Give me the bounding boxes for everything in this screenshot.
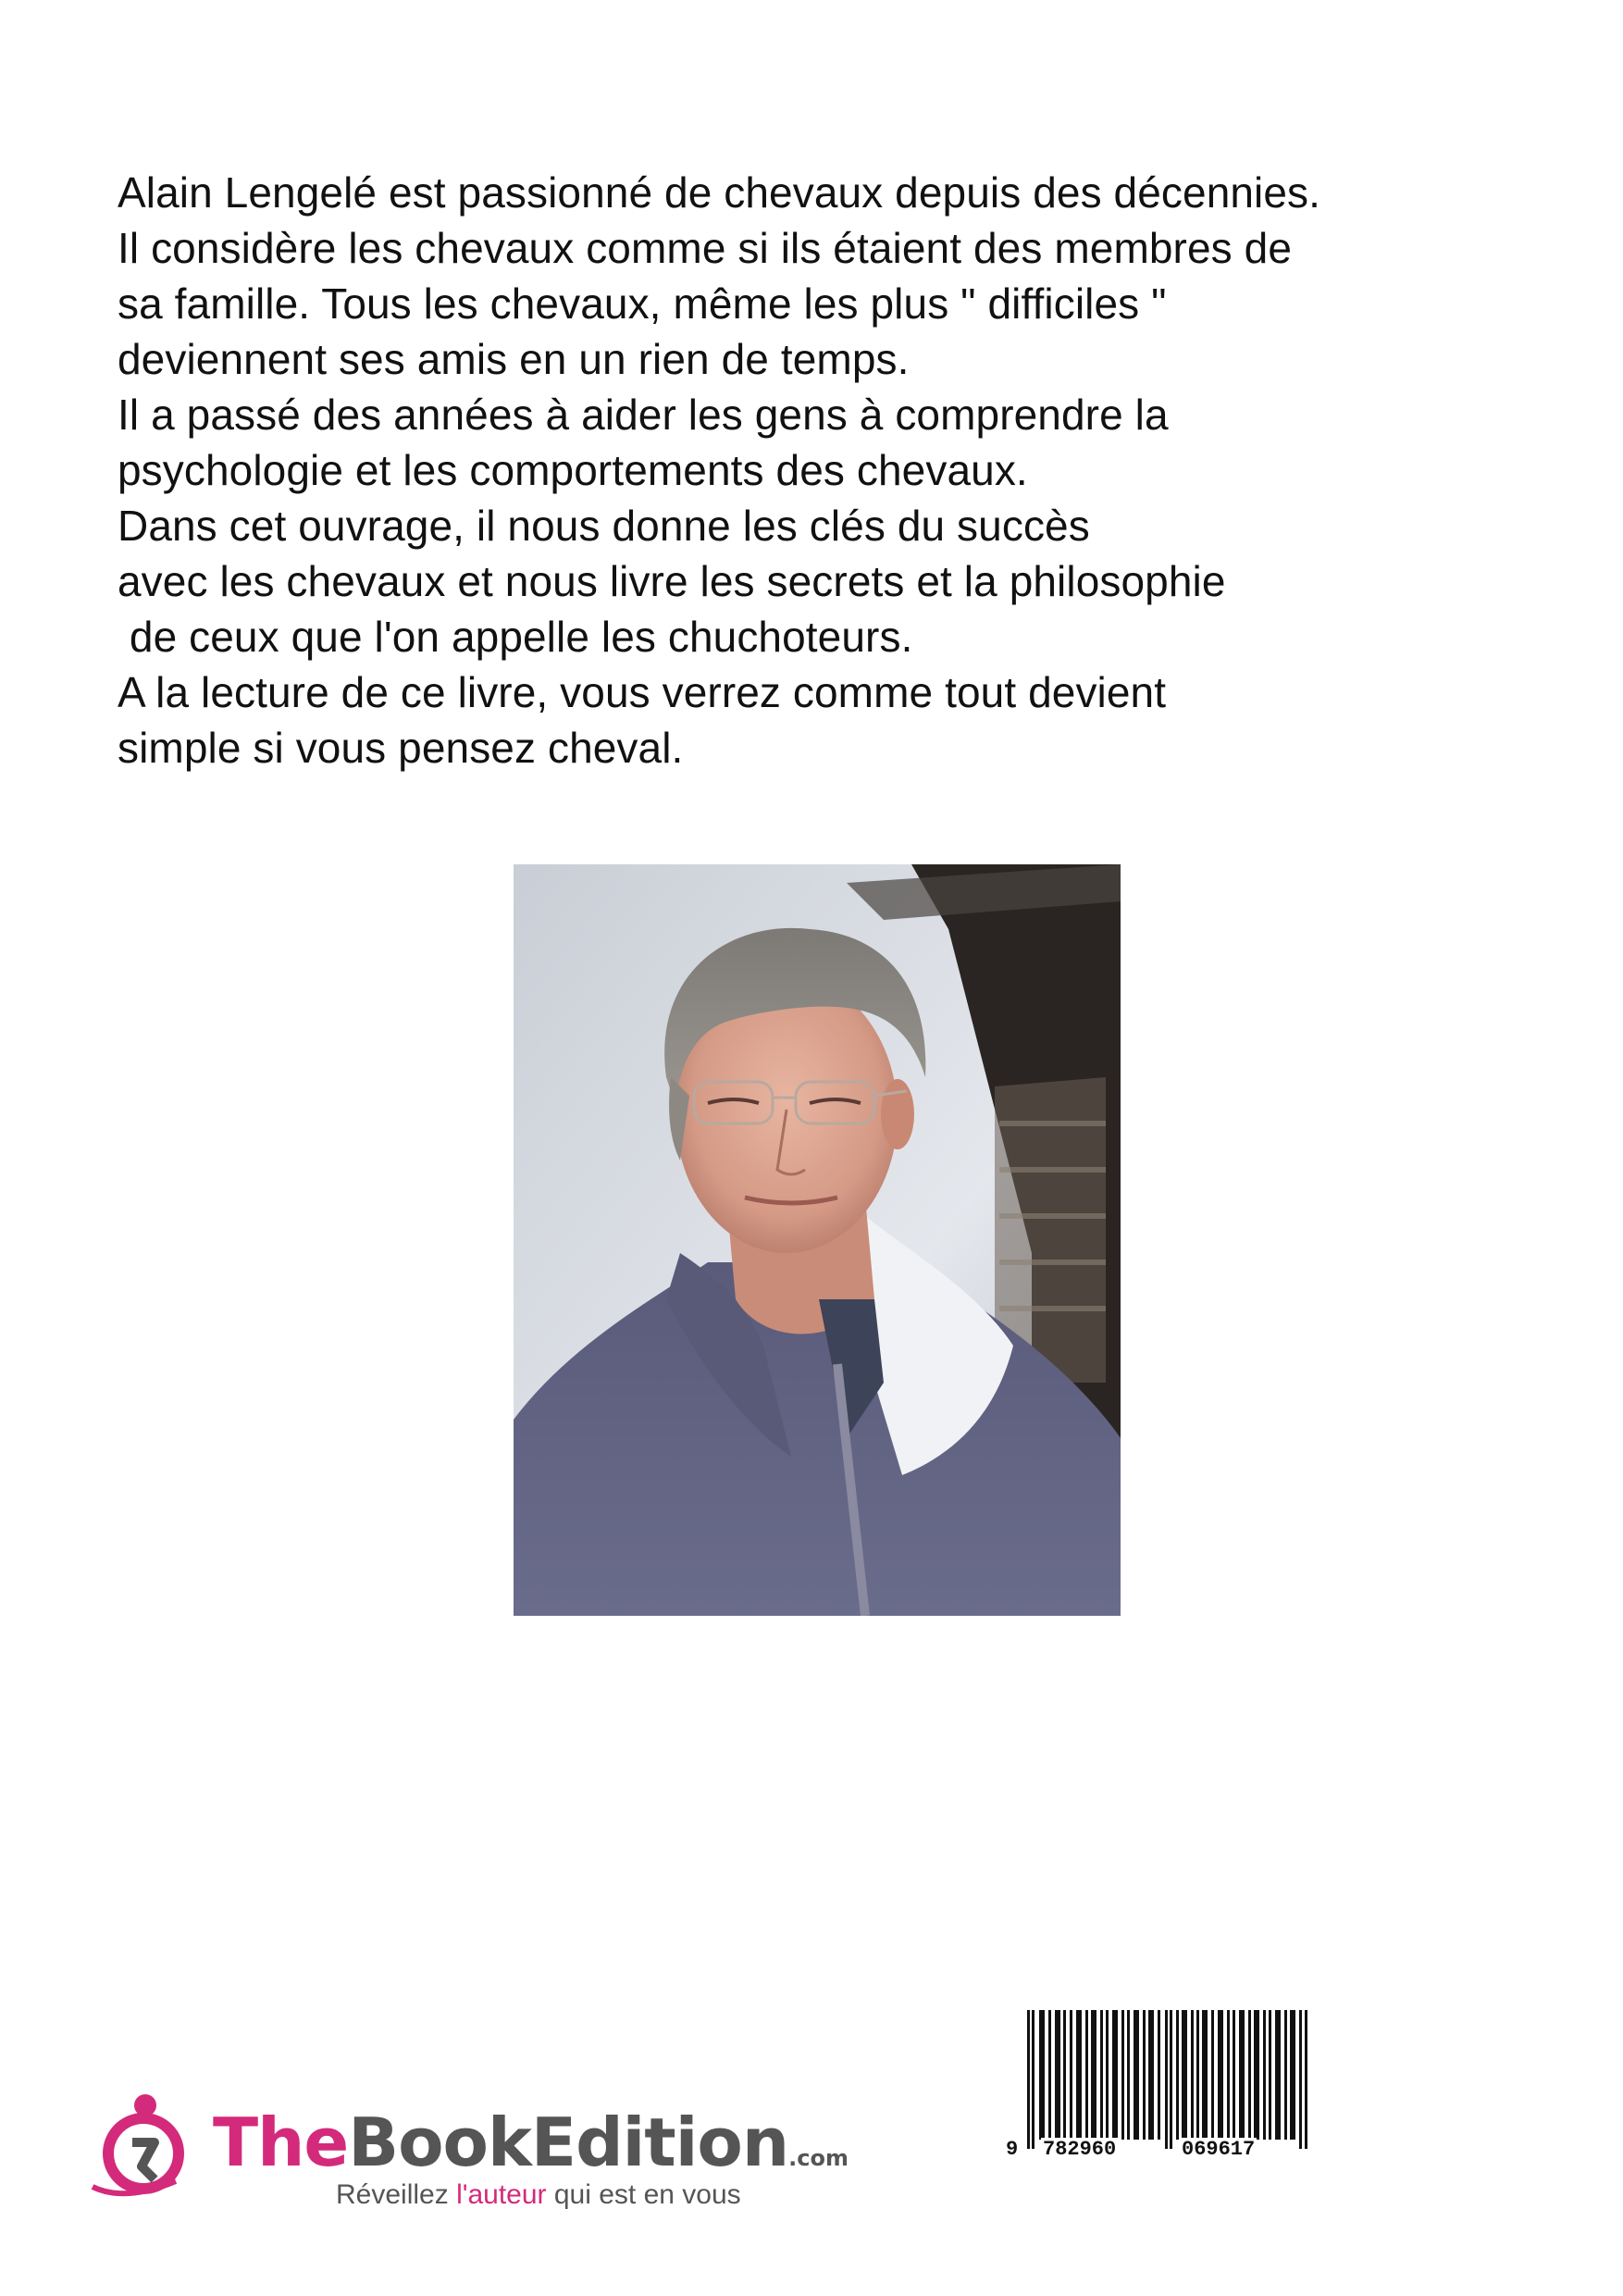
author-photo	[514, 864, 1121, 1616]
brand-the: The	[213, 2104, 349, 2181]
author-portrait-icon	[514, 864, 1121, 1616]
thebookedition-icon	[88, 2078, 199, 2207]
blurb-line: sa famille. Tous les chevaux, même les plus " difficiles "	[118, 279, 1167, 328]
brand-edition: Edition	[530, 2104, 789, 2181]
blurb-line: Alain Lengelé est passionné de chevaux depuis des décennies.	[118, 168, 1321, 217]
tagline-before: Réveillez	[336, 2179, 457, 2210]
blurb-line: deviennent ses amis en un rien de temps.	[118, 335, 910, 383]
brand-book: Book	[348, 2104, 531, 2181]
isbn-digits	[1004, 2138, 1356, 2166]
isbn-prefix-digit: 9	[1006, 2138, 1019, 2161]
blurb-line: simple si vous pensez cheval.	[118, 724, 684, 772]
brand-com: .com	[788, 2145, 849, 2171]
tagline-after: qui est en vous	[546, 2179, 741, 2210]
blurb-line: psychologie et les comportements des chevaux.	[118, 446, 1028, 494]
blurb-line: Dans cet ouvrage, il nous donne les clés du succès	[118, 502, 1090, 550]
blurb-line: avec les chevaux et nous livre les secrets et la philosophie	[118, 557, 1226, 605]
blurb-line: Il a passé des années à aider les gens à comprendre la	[118, 391, 1169, 439]
isbn-right-group: 069617	[1182, 2138, 1256, 2161]
blurb-line: de ceux que l'on appelle les chuchoteurs.	[118, 613, 913, 661]
publisher-tagline	[336, 2179, 741, 2211]
barcode-icon	[1004, 2010, 1356, 2149]
publisher-logo	[88, 2078, 847, 2216]
blurb-line: Il considère les chevaux comme si ils étaient des membres de	[118, 224, 1293, 272]
isbn-barcode	[1004, 2010, 1356, 2158]
back-cover-blurb	[118, 165, 1561, 776]
blurb-line: A la lecture de ce livre, vous verrez comme tout devient	[118, 668, 1167, 716]
tagline-highlight: l'auteur	[456, 2179, 547, 2210]
isbn-left-group: 782960	[1043, 2138, 1117, 2161]
publisher-name	[213, 2104, 849, 2181]
